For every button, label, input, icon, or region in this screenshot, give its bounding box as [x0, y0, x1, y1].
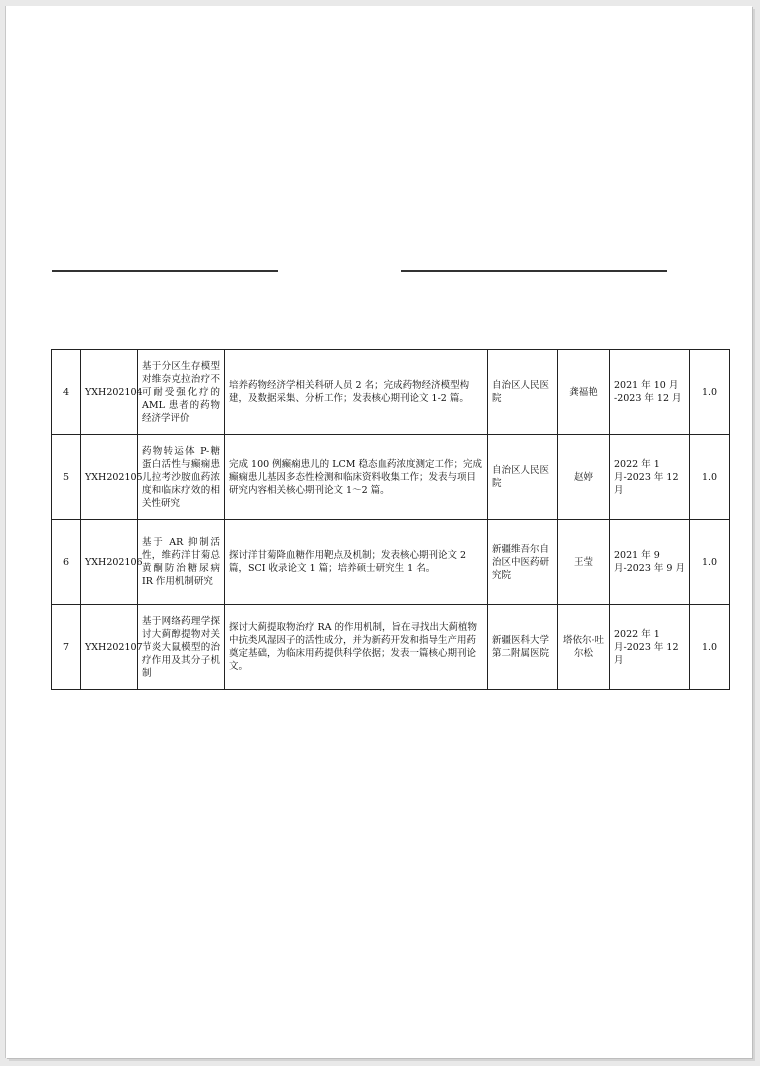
row-number: 7: [52, 605, 81, 690]
horizontal-rule-left: [52, 270, 278, 272]
project-task: 完成 100 例癫痫患儿的 LCM 稳态血药浓度测定工作；完成癫痫患儿基因多态性检测和临床资料收集工作；发表与项目研究内容相关核心期刊论文 1～2 篇。: [225, 435, 488, 520]
horizontal-rule-right: [401, 270, 667, 272]
project-amount: 1.0: [690, 605, 730, 690]
project-period: 2021 年 9 月-2023 年 9 月: [610, 520, 690, 605]
project-amount: 1.0: [690, 350, 730, 435]
project-amount: 1.0: [690, 435, 730, 520]
project-leader: 塔依尔·吐尔松: [558, 605, 610, 690]
project-unit: 自治区人民医院: [488, 435, 558, 520]
project-title: 基于网络药理学探讨大蓟醇提物对关节炎大鼠模型的治疗作用及其分子机制: [138, 605, 225, 690]
project-leader: 龚福艳: [558, 350, 610, 435]
row-number: 4: [52, 350, 81, 435]
row-number: 6: [52, 520, 81, 605]
project-task: 探讨洋甘菊降血糖作用靶点及机制；发表核心期刊论文 2 篇，SCI 收录论文 1 篇；培养硕士研究生 1 名。: [225, 520, 488, 605]
row-number: 5: [52, 435, 81, 520]
project-code: YXH202106: [81, 520, 138, 605]
project-period: 2022 年 1 月-2023 年 12 月: [610, 605, 690, 690]
project-title: 基于分区生存模型对维奈克拉治疗不可耐受强化疗的 AML 患者的药物经济学评价: [138, 350, 225, 435]
project-task: 培养药物经济学相关科研人员 2 名；完成药物经济模型构建，及数据采集、分析工作；发表核心期刊论文 1-2 篇。: [225, 350, 488, 435]
project-code: YXH202105: [81, 435, 138, 520]
project-amount: 1.0: [690, 520, 730, 605]
project-table: [51, 349, 730, 690]
project-code: YXH202104: [81, 350, 138, 435]
project-leader: 赵婷: [558, 435, 610, 520]
project-code: YXH202107: [81, 605, 138, 690]
project-unit: 新疆医科大学第二附属医院: [488, 605, 558, 690]
table-row: [52, 605, 730, 690]
table-row: [52, 520, 730, 605]
project-task: 探讨大蓟提取物治疗 RA 的作用机制，旨在寻找出大蓟植物中抗类风湿因子的活性成分，并为新药开发和指导生产用药奠定基础，为临床用药提供科学依据；发表一篇核心期刊论文。: [225, 605, 488, 690]
table-row: [52, 350, 730, 435]
project-title: 药物转运体 P-糖蛋白活性与癫痫患儿拉考沙胺血药浓度和临床疗效的相关性研究: [138, 435, 225, 520]
project-period: 2022 年 1 月-2023 年 12 月: [610, 435, 690, 520]
table-row: [52, 435, 730, 520]
project-title: 基于 AR 抑制活性，维药洋甘菊总黄酮防治糖尿病 IR 作用机制研究: [138, 520, 225, 605]
project-unit: 自治区人民医院: [488, 350, 558, 435]
project-leader: 王莹: [558, 520, 610, 605]
project-period: 2021 年 10 月 -2023 年 12 月: [610, 350, 690, 435]
project-unit: 新疆维吾尔自治区中医药研究院: [488, 520, 558, 605]
